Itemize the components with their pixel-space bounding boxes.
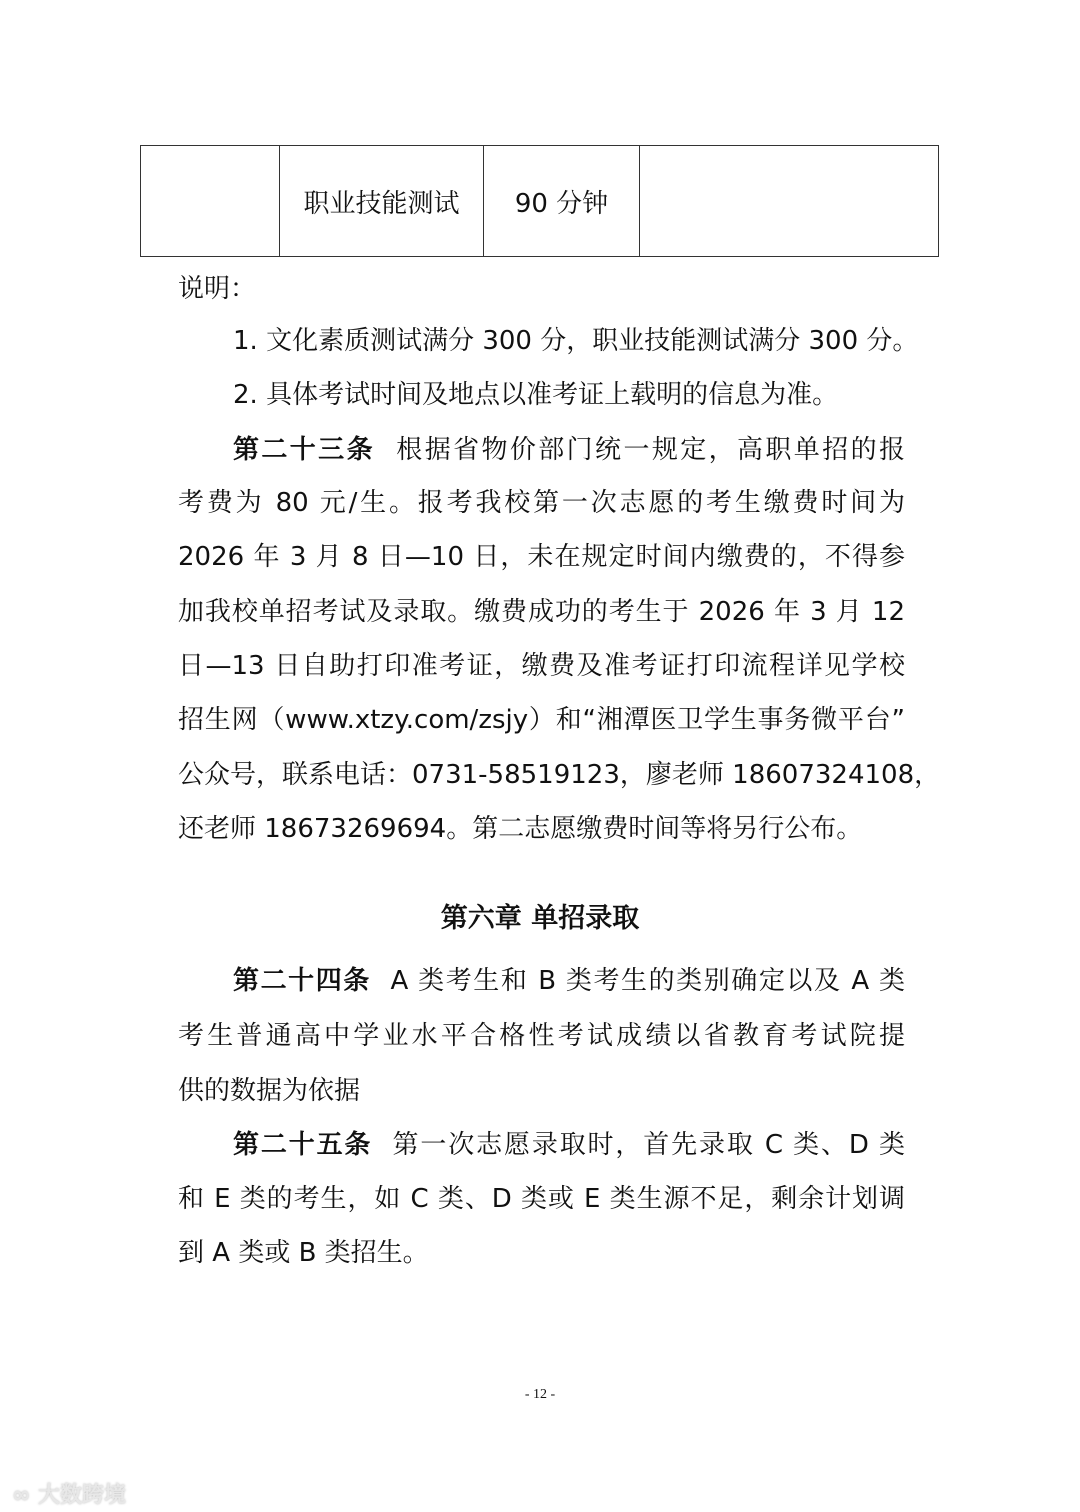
note-label: 说明： xyxy=(178,274,257,304)
article-23-line: 公众号，联系电话：0731-58519123，廖老师 18607324108， xyxy=(178,760,941,790)
article-text: 根据省物价部门统一规定，高职单招的报 xyxy=(396,435,905,465)
article-24-line xyxy=(233,964,905,998)
table-cell xyxy=(640,146,939,257)
article-25-line: 和 E 类的考生，如 C 类、D 类或 E 类生源不足，剩余计划调 xyxy=(178,1184,905,1214)
exam-table xyxy=(140,145,939,257)
watermark-icon: ∞ xyxy=(12,1483,38,1508)
article-23-line: 还老师 18673269694。第二志愿缴费时间等将另行公布。 xyxy=(178,814,863,844)
note-item: 1. 文化素质测试满分 300 分，职业技能测试满分 300 分。 xyxy=(233,326,919,356)
article-23-line: 加我校单招考试及录取。缴费成功的考生于 2026 年 3 月 12 xyxy=(178,597,905,627)
watermark-logo xyxy=(12,1478,126,1509)
table-cell: 90 分钟 xyxy=(484,146,640,257)
page-number: - 12 - xyxy=(524,1387,556,1402)
article-23-line: 考费为 80 元/生。报考我校第一次志愿的考生缴费时间为 xyxy=(178,488,905,518)
article-24-line: 考生普通高中学业水平合格性考试成绩以省教育考试院提 xyxy=(178,1021,905,1051)
chapter-title: 第六章 单招录取 xyxy=(440,903,640,934)
table-cell: 职业技能测试 xyxy=(280,146,484,257)
article-24-line: 供的数据为依据 xyxy=(178,1076,361,1106)
table-cell xyxy=(141,146,280,257)
note-item: 2. 具体考试时间及地点以准考证上载明的信息为准。 xyxy=(233,380,839,410)
article-text: A 类考生和 B 类考生的类别确定以及 A 类 xyxy=(390,966,906,996)
article-25-line: 到 A 类或 B 类招生。 xyxy=(178,1238,429,1268)
article-text: 第一次志愿录取时，首先录取 C 类、D 类 xyxy=(392,1130,905,1160)
article-label: 第二十四条 xyxy=(233,966,371,996)
article-label: 第二十三条 xyxy=(233,435,375,465)
article-23-line: 招生网（www.xtzy.com/zsjy）和“湘潭医卫学生事务微平台” xyxy=(178,705,905,735)
article-25-line xyxy=(233,1128,905,1162)
article-label: 第二十五条 xyxy=(233,1130,373,1160)
article-23-line xyxy=(233,433,905,467)
table-row xyxy=(141,146,939,257)
watermark-text: 大数跨境 xyxy=(38,1483,127,1508)
article-23-line: 2026 年 3 月 8 日—10 日，未在规定时间内缴费的，不得参 xyxy=(178,542,905,572)
article-23-line: 日—13 日自助打印准考证，缴费及准考证打印流程详见学校 xyxy=(178,651,905,681)
